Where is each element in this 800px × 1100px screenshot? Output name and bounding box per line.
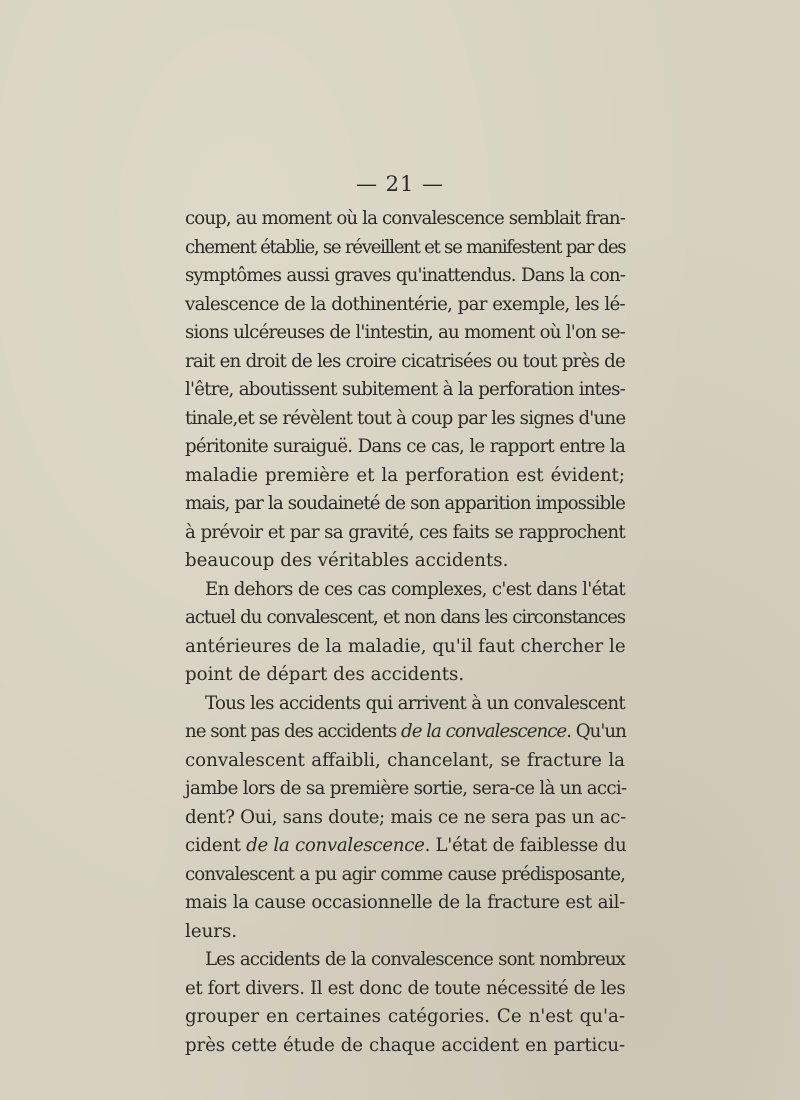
text-line: grouper en certaines catégories. Ce n'est qu'a- — [185, 1006, 625, 1027]
text-line: chement établie, se réveillent et se manifestent par des — [185, 236, 626, 258]
text-fragment: cident — [185, 835, 247, 856]
text-line: Les accidents de la convalescence sont nombreux — [205, 949, 625, 970]
text-line: Tous les accidents qui arrivent à un convalescent — [205, 692, 625, 714]
text-line: leurs. — [185, 920, 238, 942]
body-text — [185, 205, 625, 1060]
text-line: tinale,et se révèlent tout à coup par les signes d'une — [185, 407, 626, 429]
italic-phrase: de la convalescence — [401, 721, 567, 742]
text-line: mais la cause occasionnelle de la fracture est ail- — [185, 892, 625, 913]
text-line: maladie première et la perforation est évident; — [185, 464, 625, 486]
text-line: antérieures de la maladie, qu'il faut chercher le — [185, 635, 626, 657]
text-line: près cette étude de chaque accident en particu- — [185, 1034, 625, 1056]
italic-phrase: de la convalescence — [246, 835, 425, 856]
text-line: à prévoir et par sa gravité, ces faits se rapprochent — [185, 521, 625, 543]
text-line: coup, au moment où la convalescence semblait fran- — [185, 208, 625, 229]
text-line: et fort divers. Il est donc de toute nécessité de les — [185, 977, 626, 999]
text-line: l'être, aboutissent subitement à la perforation intes- — [185, 379, 625, 400]
text-line: sions ulcéreuses de l'intestin, au moment où l'on se- — [185, 322, 625, 343]
text-line: symptômes aussi graves qu'inattendus. Dans la con- — [185, 265, 625, 286]
text-line: convalescent affaibli, chancelant, se fracture la — [185, 749, 625, 771]
text-fragment: . L'état de faiblesse du — [424, 835, 627, 856]
text-line: En dehors de ces cas complexes, c'est dans l'état — [205, 578, 625, 600]
text-fragment: ne sont pas des accidents — [185, 721, 402, 742]
text-line — [185, 718, 625, 747]
text-line: convalescent a pu agir comme cause prédisposante, — [185, 863, 625, 885]
text-line: actuel du convalescent, et non dans les circonstances — [185, 607, 625, 628]
text-line: beaucoup des véritables accidents. — [185, 550, 509, 571]
text-line — [185, 832, 625, 861]
text-line: dent? Oui, sans doute; mais ce ne sera pas un ac- — [185, 806, 626, 828]
text-line: valescence de la dothinentérie, par exemple, les lé- — [185, 293, 625, 315]
text-line: jambe lors de sa première sortie, sera-ce là un acci- — [185, 778, 627, 799]
text-line: péritonite suraiguë. Dans ce cas, le rapport entre la — [185, 436, 625, 457]
text-fragment: . Qu'un — [566, 721, 626, 742]
text-line: point de départ des accidents. — [185, 664, 465, 685]
page-number: — 21 — — [355, 172, 445, 196]
text-line: mais, par la soudaineté de son apparition impossible — [185, 493, 625, 514]
text-line: rait en droit de les croire cicatrisées ou tout près de — [185, 350, 625, 372]
